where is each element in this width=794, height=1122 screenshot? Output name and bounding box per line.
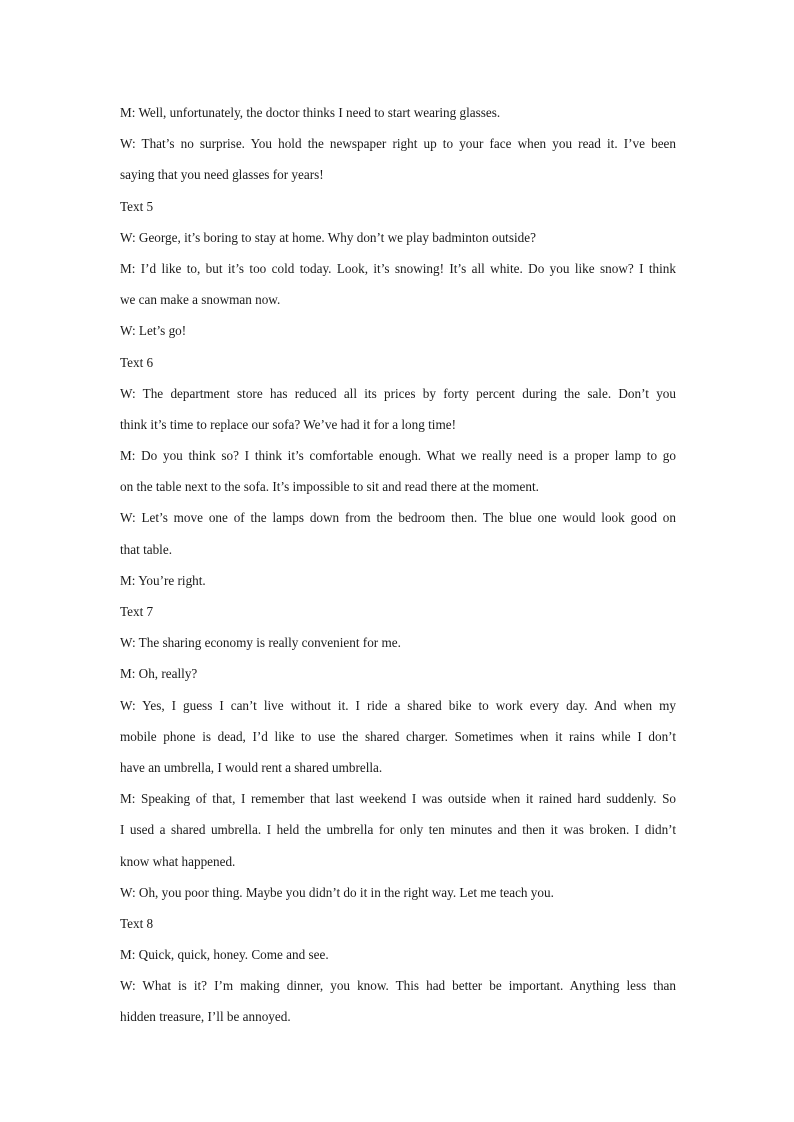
document-page [120,97,676,1033]
dialogue-line: W: Let’s move one of the lamps down from the bedroom then. The blue one would look good on [120,510,676,526]
dialogue-line: W: What is it? I’m making dinner, you know. This had better be important. Anything less than [120,978,676,994]
dialogue-line: W: Yes, I guess I can’t live without it. I ride a shared bike to work every day. And when my [120,697,676,713]
dialogue-line: on the table next to the sofa. It’s impossible to sit and read there at the moment. [120,479,539,495]
dialogue-line: M: Do you think so? I think it’s comfortable enough. What we really need is a proper lamp to go [120,448,676,464]
dialogue-line: think it’s time to replace our sofa? We’ve had it for a long time! [120,416,456,432]
dialogue-line: M: I’d like to, but it’s too cold today. Look, it’s snowing! It’s all white. Do you like snow? I think [120,260,676,276]
dialogue-line: I used a shared umbrella. I held the umbrella for only ten minutes and then it was broken. I didn’t [120,822,676,838]
section-heading: Text 7 [120,604,154,619]
dialogue-line: saying that you need glasses for years! [120,167,324,183]
dialogue-line: M: Speaking of that, I remember that last weekend I was outside when it rained hard suddenly. So [120,791,676,807]
dialogue-line: mobile phone is dead, I’d like to use the shared charger. Sometimes when it rains while I don’t [120,728,676,744]
dialogue-line: M: Oh, really? [120,666,198,682]
dialogue-line: M: You’re right. [120,572,206,588]
dialogue-line: hidden treasure, I’ll be annoyed. [120,1009,291,1025]
dialogue-line: M: Well, unfortunately, the doctor thinks I need to start wearing glasses. [120,105,501,120]
dialogue-line: we can make a snowman now. [120,292,281,308]
dialogue-line: that table. [120,541,172,557]
dialogue-line: W: The department store has reduced all its prices by forty percent during the sale. Don’t you [120,385,676,401]
section-heading: Text 8 [120,915,154,931]
section-heading: Text 6 [120,354,154,370]
dialogue-line: W: That’s no surprise. You hold the newspaper right up to your face when you read it. I’ve been [120,136,676,152]
dialogue-line: M: Quick, quick, honey. Come and see. [120,947,329,963]
section-heading: Text 5 [120,198,154,214]
dialogue-line: W: Let’s go! [120,323,187,339]
dialogue-line: W: George, it’s boring to stay at home. Why don’t we play badminton outside? [120,229,536,245]
dialogue-line: W: The sharing economy is really convenient for me. [120,635,401,651]
dialogue-line: know what happened. [120,853,236,869]
dialogue-line: have an umbrella, I would rent a shared umbrella. [120,759,383,775]
dialogue-line: W: Oh, you poor thing. Maybe you didn’t do it in the right way. Let me teach you. [120,884,554,900]
